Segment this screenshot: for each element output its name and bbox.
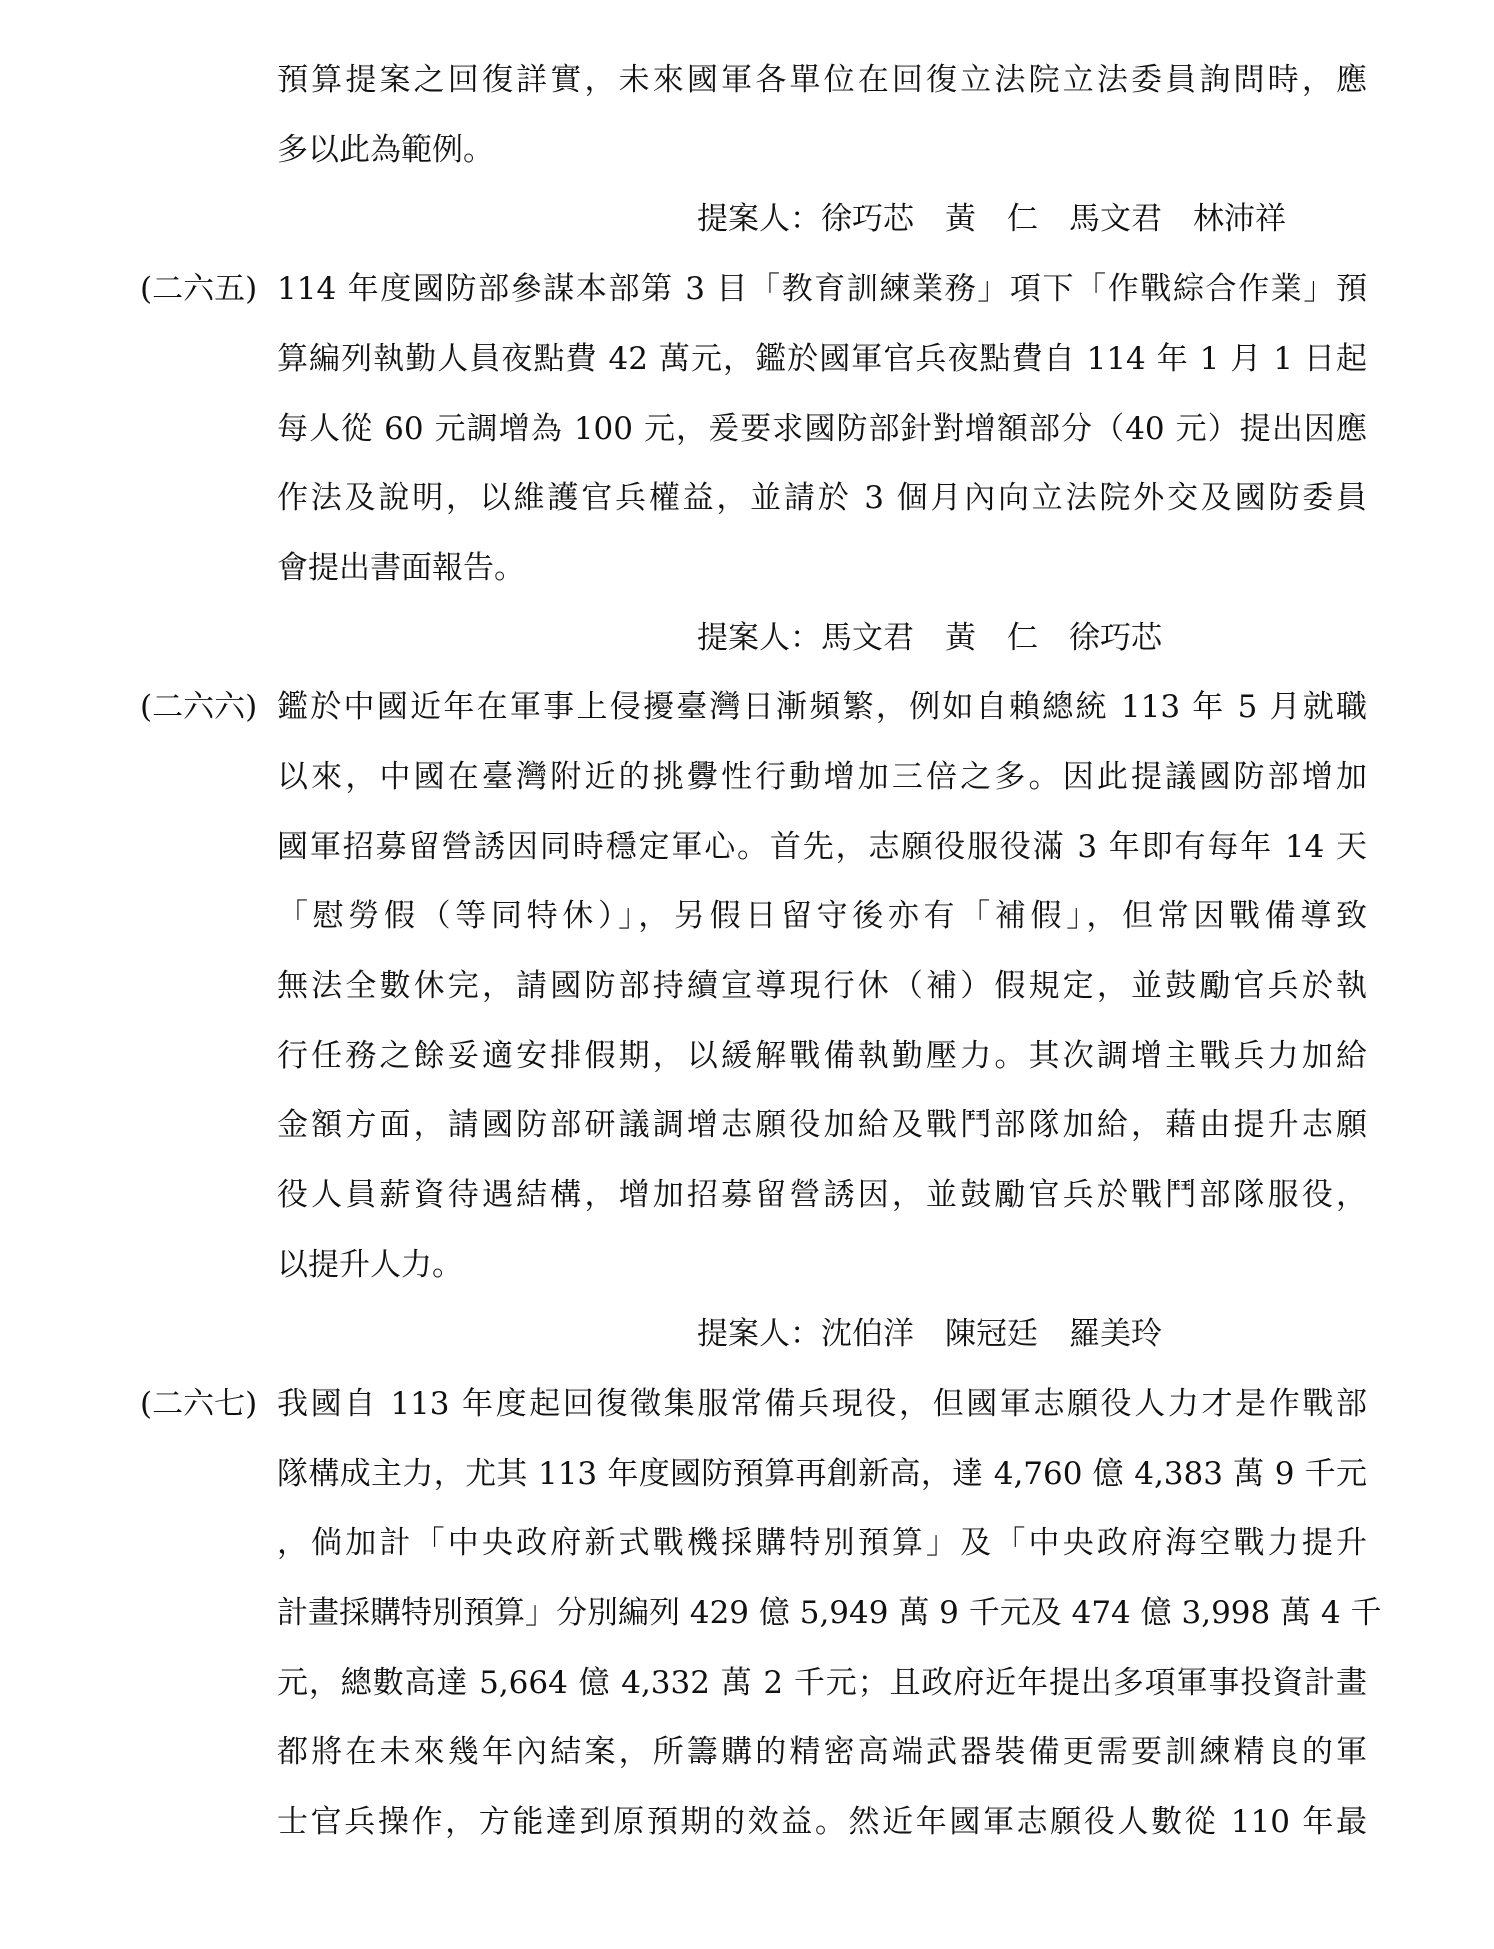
paragraph-line: 金額方面，請國防部研議調增志願役加給及戰鬥部隊加給，藉由提升志願 [277,1107,1367,1143]
paragraph-line: 以提升人力。 [277,1247,463,1283]
paragraph-line: 隊構成主力，尤其 113 年度國防預算再創新高，達 4,760 億 4,383 萬 9 千元 [277,1456,1367,1492]
paragraph-line: 多以此為範例。 [277,132,494,168]
proposer-line: 提案人：徐巧芯 黃 仁 馬文君 林沛祥 [697,201,1286,237]
paragraph-line: 以來，中國在臺灣附近的挑釁性行動增加三倍之多。因此提議國防部增加 [277,759,1367,795]
paragraph-line: ，倘加計「中央政府新式戰機採購特別預算」及「中央政府海空戰力提升 [277,1525,1367,1561]
paragraph-line: 會提出書面報告。 [277,550,525,586]
paragraph-line: 「慰勞假（等同特休）」，另假日留守後亦有「補假」，但常因戰備導致 [277,898,1367,934]
paragraph-line: 士官兵操作，方能達到原預期的效益。然近年國軍志願役人數從 110 年最 [277,1804,1367,1840]
paragraph-line: 無法全數休完，請國防部持續宣導現行休（補）假規定，並鼓勵官兵於執 [277,968,1367,1004]
item-number: (二六五) [140,271,258,307]
paragraph-line: 行任務之餘妥適安排假期，以緩解戰備執勤壓力。其次調增主戰兵力加給 [277,1038,1367,1074]
paragraph-line: 國軍招募留營誘因同時穩定軍心。首先，志願役服役滿 3 年即有每年 14 天 [277,829,1367,865]
paragraph-line: 計畫採購特別預算」分別編列 429 億 5,949 萬 9 千元及 474 億 3,998 萬 4 千 [277,1595,1382,1631]
paragraph-line: 我國自 113 年度起回復徵集服常備兵現役，但國軍志願役人力才是作戰部 [277,1386,1367,1422]
proposer-line: 提案人：馬文君 黃 仁 徐巧芯 [697,620,1162,656]
paragraph-line: 元，總數高達 5,664 億 4,332 萬 2 千元；且政府近年提出多項軍事投資計畫 [277,1665,1367,1701]
paragraph-line: 鑑於中國近年在軍事上侵擾臺灣日漸頻繁，例如自賴總統 113 年 5 月就職 [277,689,1367,725]
paragraph-line: 作法及說明，以維護官兵權益，並請於 3 個月內向立法院外交及國防委員 [277,480,1367,516]
paragraph-line: 都將在未來幾年內結案，所籌購的精密高端武器裝備更需要訓練精良的軍 [277,1734,1367,1770]
item-number: (二六七) [140,1386,258,1422]
paragraph-line: 114 年度國防部參謀本部第 3 目「教育訓練業務」項下「作戰綜合作業」預 [277,271,1367,307]
item-number: (二六六) [140,689,258,725]
paragraph-line: 預算提案之回復詳實，未來國軍各單位在回復立法院立法委員詢問時，應 [277,62,1367,98]
paragraph-line: 算編列執勤人員夜點費 42 萬元，鑑於國軍官兵夜點費自 114 年 1 月 1 日起 [277,341,1367,377]
proposer-line: 提案人：沈伯洋 陳冠廷 羅美玲 [697,1316,1162,1352]
paragraph-line: 每人從 60 元調增為 100 元，爰要求國防部針對增額部分（40 元）提出因應 [277,411,1367,447]
paragraph-line: 役人員薪資待遇結構，增加招募留營誘因，並鼓勵官兵於戰鬥部隊服役， [277,1177,1367,1213]
